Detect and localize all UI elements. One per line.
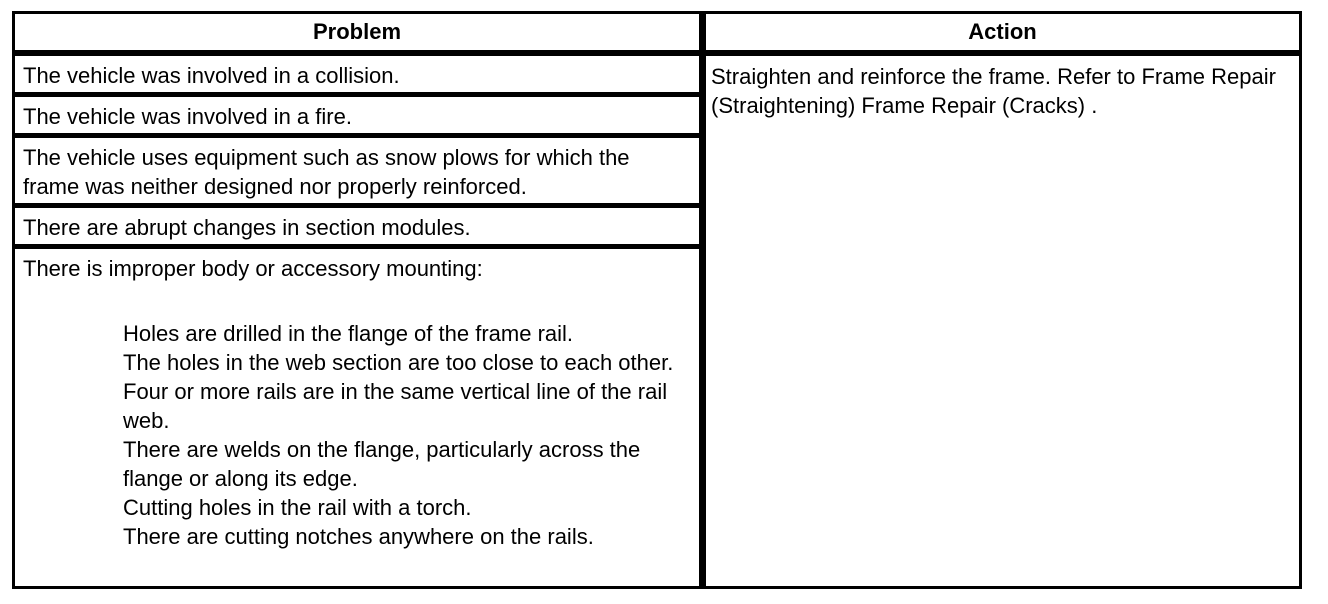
mounting-item: The holes in the web section are too close to each other. xyxy=(123,350,674,375)
mounting-list xyxy=(123,319,693,551)
problem-row-section-modules: There are abrupt changes in section modules. xyxy=(15,208,699,244)
repair-table xyxy=(12,11,1302,589)
mounting-item: Cutting holes in the rail with a torch. xyxy=(123,495,472,520)
mounting-item: There are welds on the flange, particularly across the flange or along its edge. xyxy=(123,437,641,491)
action-cell: Straighten and reinforce the frame. Refer to Frame Repair (Straightening) Frame Repair (Cracks) . xyxy=(706,56,1299,586)
mounting-item: Holes are drilled in the flange of the frame rail. xyxy=(123,321,574,346)
problem-row-mounting xyxy=(15,249,699,586)
mounting-item: There are cutting notches anywhere on the rails. xyxy=(123,524,594,549)
problem-row-equipment: The vehicle uses equipment such as snow plows for which the frame was neither designed nor properly reinforced. xyxy=(15,138,699,203)
mounting-intro: There is improper body or accessory mounting: xyxy=(23,256,483,281)
header-action: Action xyxy=(706,14,1299,50)
mounting-item: Four or more rails are in the same vertical line of the rail web. xyxy=(123,379,668,433)
problem-row-fire: The vehicle was involved in a fire. xyxy=(15,97,699,133)
problem-row-collision: The vehicle was involved in a collision. xyxy=(15,56,699,92)
header-problem: Problem xyxy=(15,14,699,50)
